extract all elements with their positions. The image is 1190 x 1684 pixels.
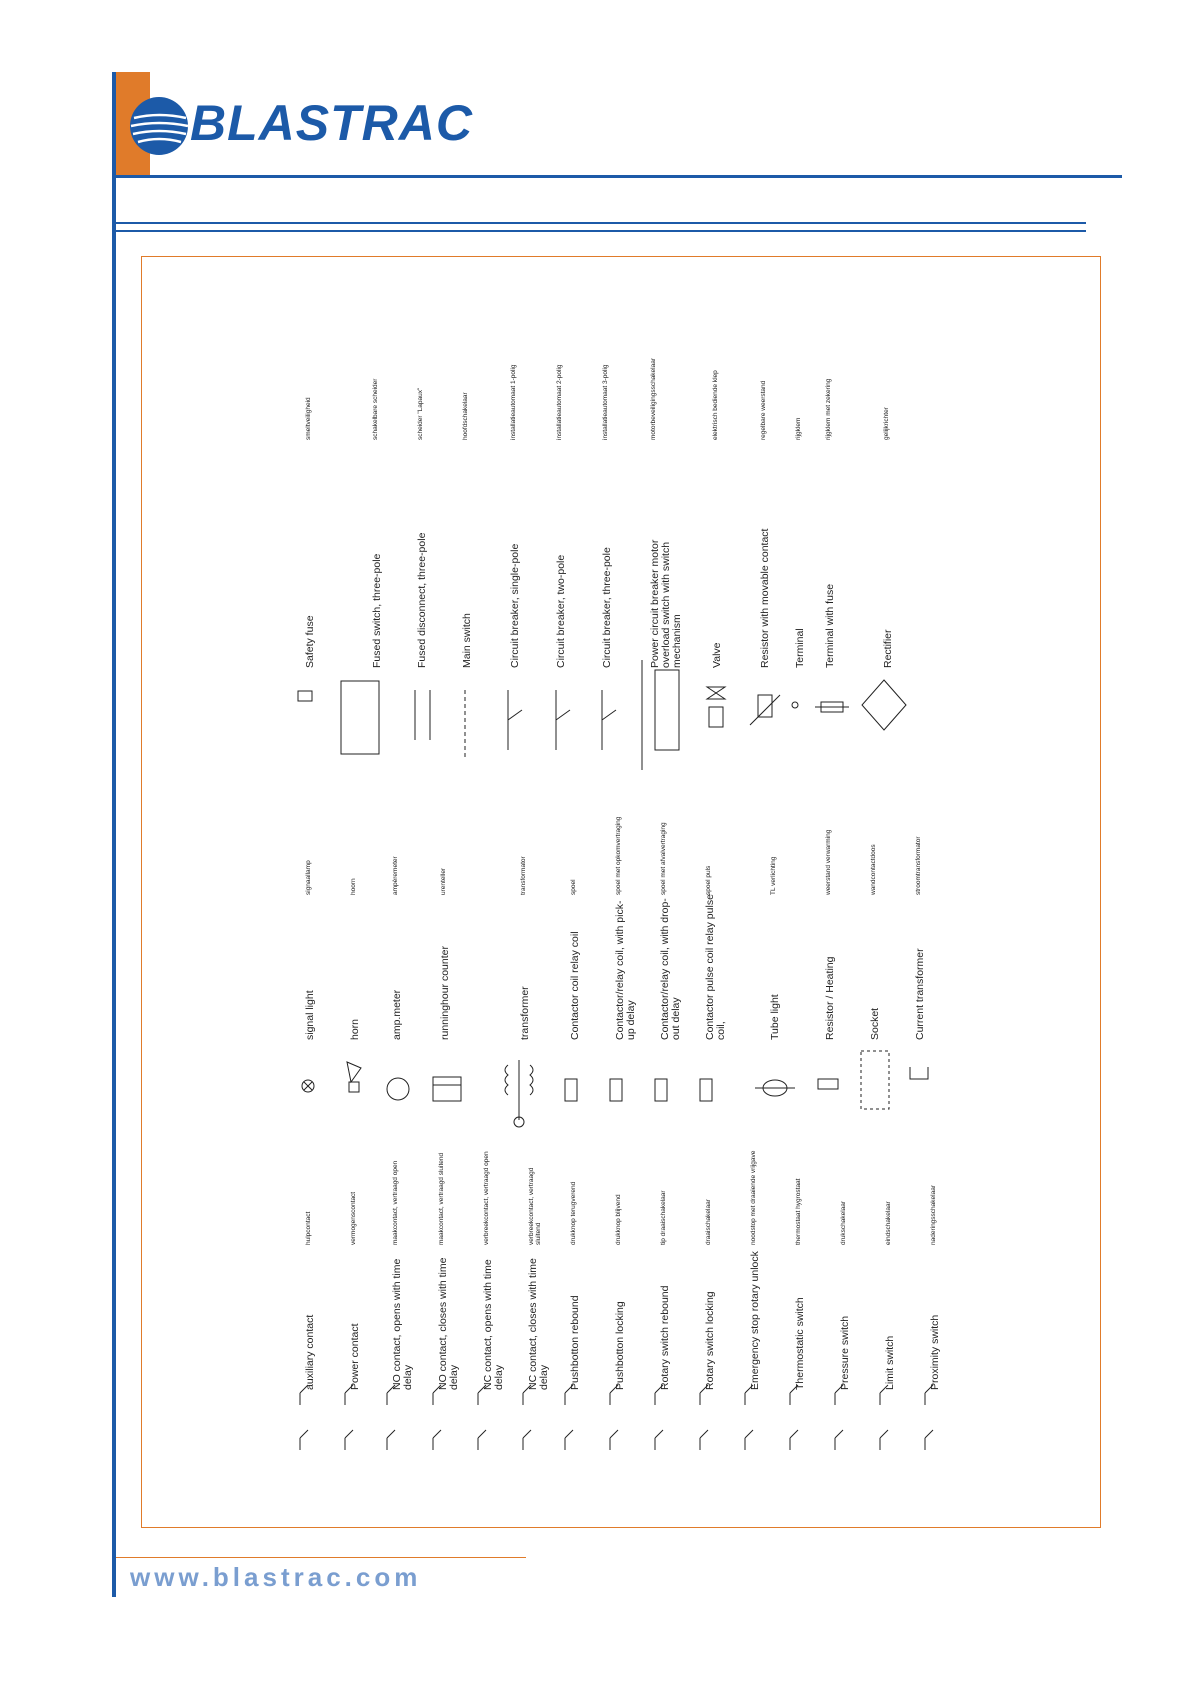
horn-icon xyxy=(345,1060,365,1094)
col3-label-en: Valve xyxy=(711,642,723,668)
col1-label-nl: hulpcontact xyxy=(305,1211,312,1245)
hour-counter-icon xyxy=(432,1076,462,1102)
col3-label-nl: schakelbare scheider xyxy=(372,378,379,440)
coil-icon xyxy=(564,1078,578,1102)
col3-label-en: Fused switch, three-pole xyxy=(371,553,383,668)
col3-label-en: Rectifier xyxy=(882,629,894,668)
col1-label-en: Rotary switch locking xyxy=(704,1291,716,1390)
col2-label-nl: stroomtransformator xyxy=(915,836,922,895)
col3-label-nl: elektrisch bediende klep xyxy=(712,370,719,440)
contact-symbol-icon xyxy=(790,1385,810,1410)
main-switch-icon xyxy=(455,690,485,760)
col2-label-nl: wandcontactdoos xyxy=(870,844,877,895)
col1-label-en: Proximity switch xyxy=(929,1314,941,1390)
col3-label-en: Circuit breaker, three-pole xyxy=(601,547,613,668)
col3-label-en: Fused disconnect, three-pole xyxy=(416,532,428,668)
col2-label-nl: spoel met opkomvertraging xyxy=(615,816,622,895)
col1-label-en: Pressure switch xyxy=(839,1315,851,1390)
footer-rule xyxy=(116,1557,526,1558)
col1-label-nl: drukknop terugverend xyxy=(570,1181,577,1245)
fused-switch-icon xyxy=(340,680,380,755)
col1-label-en: Pushbotton rebound xyxy=(569,1295,581,1390)
contact-symbol-icon xyxy=(523,1430,543,1455)
contact-symbol-icon xyxy=(790,1430,810,1455)
header-rule-1 xyxy=(116,222,1086,224)
col3-label-nl: smeltveiligheid xyxy=(305,397,312,440)
col3-label-en: Power circuit breaker motor overload switch with switch mechanism xyxy=(649,539,683,668)
transformer-icon xyxy=(500,1060,540,1130)
contact-symbol-icon xyxy=(655,1385,675,1410)
col2-label-nl: urenteller xyxy=(440,867,447,895)
col2-label-en: transformer xyxy=(519,986,531,1040)
col3-label-en: Main switch xyxy=(461,613,473,668)
motor-breaker-icon xyxy=(640,660,680,770)
col2-label-nl: spoel xyxy=(570,879,577,895)
col1-label-nl: verbreekcontact, vertraagd sluitend xyxy=(528,1167,542,1245)
col3-label-nl: installatieautomaat 2-polig xyxy=(556,364,563,440)
contact-symbol-icon xyxy=(478,1430,498,1455)
col2-label-en: runninghour counter xyxy=(439,946,451,1040)
col1-label-en: Pushbotton locking xyxy=(614,1301,626,1390)
contact-symbol-icon xyxy=(300,1385,320,1410)
contact-symbol-icon xyxy=(880,1385,900,1410)
left-blue-rule xyxy=(112,72,116,1597)
contact-symbol-icon xyxy=(523,1385,543,1410)
contact-symbol-icon xyxy=(345,1430,365,1455)
contact-symbol-icon xyxy=(610,1430,630,1455)
col2-label-en: Contactor coil relay coil xyxy=(569,931,581,1040)
contact-symbol-icon xyxy=(565,1430,585,1455)
contact-symbol-icon xyxy=(387,1430,407,1455)
col1-label-nl: drukknop blijvend xyxy=(615,1194,622,1245)
col2-label-nl: signaallamp xyxy=(305,860,312,895)
contact-symbol-icon xyxy=(745,1430,765,1455)
col1-label-en: Rotary switch rebound xyxy=(659,1285,671,1390)
col3-label-nl: regelbare weerstand xyxy=(760,380,767,440)
col1-label-en: Emergency stop rotary unlock xyxy=(749,1251,761,1390)
col1-label-en: auxiliary contact xyxy=(304,1314,316,1390)
col2-label-nl: TL verlichting xyxy=(770,856,777,895)
globe-logo-icon xyxy=(128,96,190,156)
col1-label-en: NC contact, closes with time delay xyxy=(527,1258,550,1390)
valve-icon xyxy=(705,685,727,735)
contact-symbol-icon xyxy=(655,1430,675,1455)
col1-label-en: NO contact, opens with time delay xyxy=(391,1258,414,1390)
contact-symbol-icon xyxy=(300,1430,320,1455)
col1-label-nl: thermostaat hygrostaat xyxy=(795,1178,802,1245)
col1-label-nl: verbreekcontact, vertraagd open xyxy=(483,1151,490,1245)
col1-label-nl: drukschakelaar xyxy=(840,1200,847,1245)
contact-symbol-icon xyxy=(700,1430,720,1455)
col1-label-nl: tip draaischakelaar xyxy=(660,1190,667,1245)
col1-label-en: NO contact, closes with time delay xyxy=(437,1257,460,1390)
col2-label-en: Contactor/relay coil, with pick-up delay xyxy=(614,900,637,1040)
resistor-icon xyxy=(817,1078,839,1090)
fuse-icon xyxy=(297,690,313,702)
col2-label-en: Current transformer xyxy=(914,948,926,1040)
col3-label-nl: gelijkrichter xyxy=(883,407,890,440)
circuit-breaker-icon xyxy=(550,690,576,750)
col2-label-nl: hoorn xyxy=(350,878,357,895)
contact-symbol-icon xyxy=(745,1385,765,1410)
coil-icon xyxy=(654,1078,668,1102)
tube-light-icon xyxy=(755,1078,795,1098)
contact-symbol-icon xyxy=(700,1385,720,1410)
circuit-breaker-icon xyxy=(502,690,528,750)
col2-label-en: Resistor / Heating xyxy=(824,956,836,1040)
col1-label-nl: maakcontact, vertraagd open xyxy=(392,1160,399,1245)
col2-label-nl: spoel met afvalvertraging xyxy=(660,822,667,895)
col3-label-nl: installatieautomaat 3-polig xyxy=(602,364,609,440)
col3-label-nl: motorbeveiligingsschakelaar xyxy=(650,357,657,440)
col1-label-nl: naderingsschakelaar xyxy=(930,1185,937,1245)
col1-label-en: NC contact, opens with time delay xyxy=(482,1259,505,1390)
rectifier-icon xyxy=(862,680,906,730)
contact-symbol-icon xyxy=(345,1385,365,1410)
col2-label-nl: ampèremeter xyxy=(392,856,399,895)
socket-icon xyxy=(860,1050,890,1110)
col3-label-nl: installatieautomaat 1-polig xyxy=(510,364,517,440)
col3-label-nl: rijgklem xyxy=(795,417,802,440)
col2-label-nl: spoel puls xyxy=(705,865,712,895)
coil-icon xyxy=(699,1078,713,1102)
col2-label-nl: transformator xyxy=(520,856,527,895)
circuit-breaker-icon xyxy=(596,690,622,750)
col1-label-nl: maakcontact, vertraagd sluitend xyxy=(438,1152,445,1245)
contact-symbol-icon xyxy=(925,1430,945,1455)
footer-url[interactable]: www.blastrac.com xyxy=(130,1562,422,1592)
col1-label-en: Power contact xyxy=(349,1323,361,1390)
col1-label-nl: noodstop met draaiende vrijgave xyxy=(750,1150,757,1245)
col1-label-en: Limit switch xyxy=(884,1335,896,1390)
ammeter-icon xyxy=(385,1076,411,1102)
col3-label-nl: scheider "Lapaux" xyxy=(417,387,424,440)
contact-symbol-icon xyxy=(610,1385,630,1410)
col1-label-nl: eindschakelaar xyxy=(885,1201,892,1245)
col2-label-nl: weerstand verwarming xyxy=(825,829,832,895)
contact-symbol-icon xyxy=(880,1430,900,1455)
col3-label-en: Terminal xyxy=(794,628,806,668)
contact-symbol-icon xyxy=(835,1385,855,1410)
col3-label-en: Resistor with movable contact xyxy=(759,528,771,668)
col1-label-en: Thermostatic switch xyxy=(794,1297,806,1390)
contact-symbol-icon xyxy=(835,1430,855,1455)
header-rule-2 xyxy=(116,230,1086,232)
contact-symbol-icon xyxy=(433,1430,453,1455)
coil-icon xyxy=(609,1078,623,1102)
current-transformer-icon xyxy=(908,1065,930,1081)
terminal-icon xyxy=(790,700,800,710)
col2-label-en: signal light xyxy=(304,990,316,1040)
col3-label-nl: hoofdschakelaar xyxy=(462,392,469,440)
contact-symbol-icon xyxy=(925,1385,945,1410)
col2-label-en: Tube light xyxy=(769,994,781,1040)
signal-light-icon xyxy=(300,1078,316,1094)
fused-disconnect-icon xyxy=(410,690,440,740)
contact-symbol-icon xyxy=(433,1385,453,1410)
col3-label-en: Circuit breaker, two-pole xyxy=(555,554,567,668)
top-blue-rule xyxy=(112,175,1122,178)
col2-label-en: Socket xyxy=(869,1007,881,1040)
brand-name: BLASTRAC xyxy=(190,95,473,151)
variable-resistor-icon xyxy=(750,690,780,730)
col2-label-en: Contactor pulse coil relay pulse coil, xyxy=(704,894,727,1040)
col1-label-nl: vermogenscontact xyxy=(350,1191,357,1245)
contact-symbol-icon xyxy=(565,1385,585,1410)
col3-label-en: Terminal with fuse xyxy=(824,583,836,668)
contact-symbol-icon xyxy=(478,1385,498,1410)
contact-symbol-icon xyxy=(387,1385,407,1410)
col3-label-en: Safety fuse xyxy=(304,615,316,668)
col3-label-nl: rijgklem met zekering xyxy=(825,378,832,440)
col2-label-en: Contactor/relay coil, with drop-out delay xyxy=(659,898,682,1040)
col2-label-en: amp.meter xyxy=(391,989,403,1040)
fused-terminal-icon xyxy=(815,700,849,714)
col3-label-en: Circuit breaker, single-pole xyxy=(509,543,521,668)
logo xyxy=(128,96,498,156)
col2-label-en: horn xyxy=(349,1018,361,1040)
col1-label-nl: draaischakelaar xyxy=(705,1199,712,1245)
